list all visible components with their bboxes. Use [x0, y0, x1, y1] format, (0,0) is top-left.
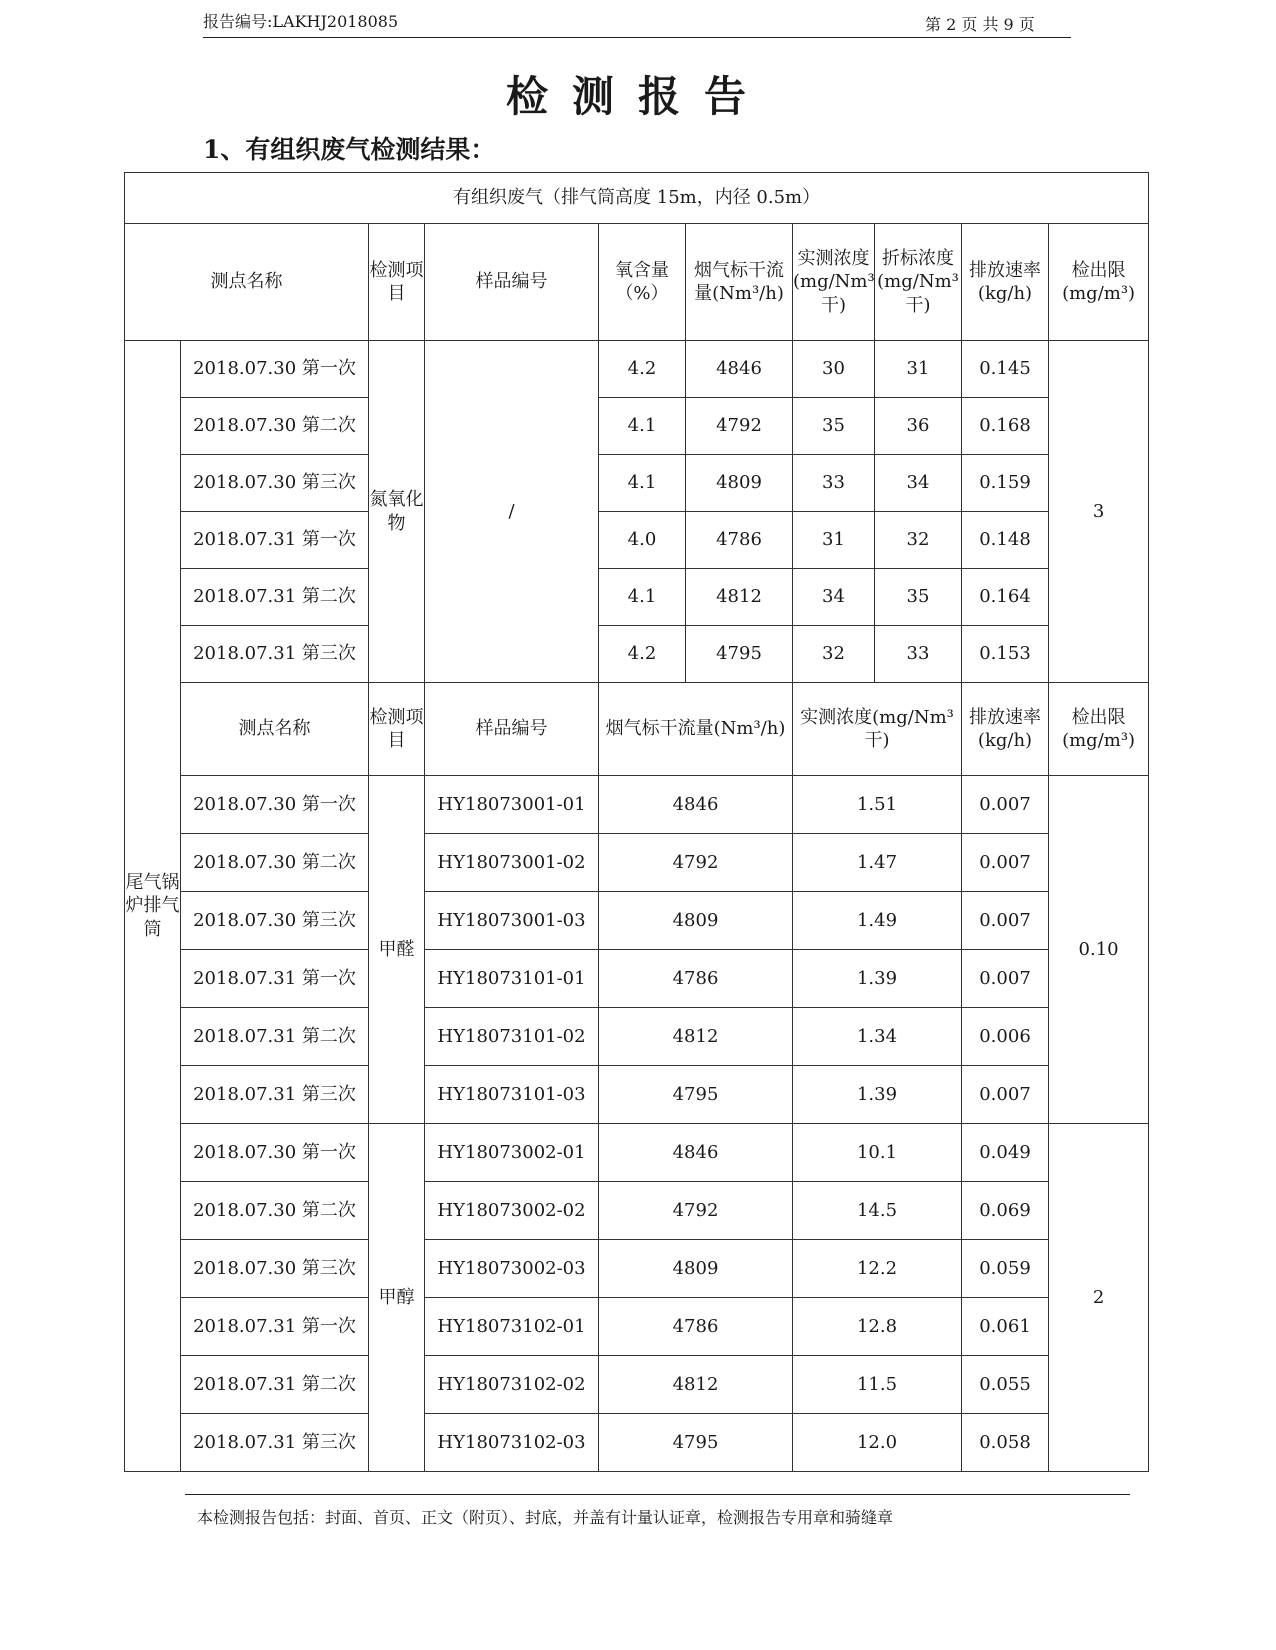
table-row	[125, 569, 1149, 626]
flow-cell: 4786	[599, 950, 793, 1008]
flow-cell: 4795	[599, 1414, 793, 1472]
table-row	[125, 834, 1149, 892]
header-rule	[203, 37, 1071, 38]
rate-cell: 0.007	[962, 950, 1049, 1008]
header-limit: 检出限(mg/m³)	[1049, 224, 1149, 341]
measured-cell: 33	[793, 455, 875, 512]
limit-nox: 3	[1049, 341, 1149, 683]
measured-cell: 1.47	[793, 834, 962, 892]
sample-nox: /	[425, 341, 599, 683]
measured-cell: 1.49	[793, 892, 962, 950]
flow-cell: 4846	[599, 1124, 793, 1182]
sample-cell: HY18073001-03	[425, 892, 599, 950]
converted-cell: 36	[875, 398, 962, 455]
oxygen-cell: 4.1	[599, 398, 686, 455]
rate-cell: 0.061	[962, 1298, 1049, 1356]
sample-cell: HY18073101-01	[425, 950, 599, 1008]
section-title: 1、有组织废气检测结果：	[203, 135, 496, 164]
rate-cell: 0.168	[962, 398, 1049, 455]
measured-cell: 12.2	[793, 1240, 962, 1298]
table-row	[125, 1414, 1149, 1472]
rate-cell: 0.006	[962, 1008, 1049, 1066]
table-row	[125, 1240, 1149, 1298]
sub-header-limit: 检出限(mg/m³)	[1049, 683, 1149, 776]
limit-formaldehyde: 0.10	[1049, 776, 1149, 1124]
rate-cell: 0.007	[962, 834, 1049, 892]
flow-cell: 4786	[686, 512, 793, 569]
table-row	[125, 512, 1149, 569]
sub-header-row	[125, 683, 1149, 776]
sample-cell: HY18073002-02	[425, 1182, 599, 1240]
flow-cell: 4812	[599, 1356, 793, 1414]
table-row	[125, 1298, 1149, 1356]
flow-cell: 4809	[599, 1240, 793, 1298]
footer-note: 本检测报告包括：封面、首页、正文（附页）、封底，并盖有计量认证章，检测报告专用章和骑缝章	[197, 1508, 894, 1527]
point-cell: 2018.07.30 第三次	[181, 892, 369, 950]
sub-header-rate: 排放速率(kg/h)	[962, 683, 1049, 776]
report-title: 检测报告	[505, 72, 770, 121]
measured-cell: 34	[793, 569, 875, 626]
item-nox: 氮氧化物	[369, 341, 425, 683]
emission-results-table	[124, 172, 1149, 1472]
measured-cell: 32	[793, 626, 875, 683]
table-row	[125, 1124, 1149, 1182]
converted-cell: 33	[875, 626, 962, 683]
table-row	[125, 1356, 1149, 1414]
measured-cell: 10.1	[793, 1124, 962, 1182]
sub-header-item: 检测项目	[369, 683, 425, 776]
flow-cell: 4812	[599, 1008, 793, 1066]
sample-cell: HY18073101-02	[425, 1008, 599, 1066]
header-item: 检测项目	[369, 224, 425, 341]
measured-cell: 14.5	[793, 1182, 962, 1240]
flow-cell: 4792	[599, 834, 793, 892]
point-cell: 2018.07.31 第三次	[181, 1414, 369, 1472]
rate-cell: 0.145	[962, 341, 1049, 398]
nox-header-row	[125, 224, 1149, 341]
sample-cell: HY18073102-02	[425, 1356, 599, 1414]
oxygen-cell: 4.1	[599, 455, 686, 512]
measured-cell: 1.34	[793, 1008, 962, 1066]
point-cell: 2018.07.30 第三次	[181, 1240, 369, 1298]
header-measured: 实测浓度(mg/Nm³干)	[793, 224, 875, 341]
item-formaldehyde: 甲醛	[369, 776, 425, 1124]
point-cell: 2018.07.30 第二次	[181, 834, 369, 892]
flow-cell: 4786	[599, 1298, 793, 1356]
measured-cell: 1.39	[793, 950, 962, 1008]
sample-cell: HY18073002-03	[425, 1240, 599, 1298]
rate-cell: 0.058	[962, 1414, 1049, 1472]
point-cell: 2018.07.31 第二次	[181, 1356, 369, 1414]
oxygen-cell: 4.0	[599, 512, 686, 569]
header-point: 测点名称	[125, 224, 369, 341]
converted-cell: 35	[875, 569, 962, 626]
location-cell: 尾气锅炉排气筒	[125, 341, 181, 1472]
point-cell: 2018.07.31 第二次	[181, 569, 369, 626]
measured-cell: 12.8	[793, 1298, 962, 1356]
rate-cell: 0.055	[962, 1356, 1049, 1414]
measured-cell: 1.39	[793, 1066, 962, 1124]
header-sample: 样品编号	[425, 224, 599, 341]
item-methanol: 甲醇	[369, 1124, 425, 1472]
header-oxygen: 氧含量（%）	[599, 224, 686, 341]
rate-cell: 0.148	[962, 512, 1049, 569]
converted-cell: 34	[875, 455, 962, 512]
sample-cell: HY18073001-02	[425, 834, 599, 892]
rate-cell: 0.153	[962, 626, 1049, 683]
rate-cell: 0.007	[962, 1066, 1049, 1124]
table-row	[125, 950, 1149, 1008]
point-cell: 2018.07.30 第一次	[181, 776, 369, 834]
measured-cell: 11.5	[793, 1356, 962, 1414]
table-row	[125, 1008, 1149, 1066]
table-row	[125, 455, 1149, 512]
footer-rule	[185, 1494, 1130, 1495]
table-row	[125, 892, 1149, 950]
point-cell: 2018.07.31 第三次	[181, 1066, 369, 1124]
sub-header-flow: 烟气标干流量(Nm³/h)	[599, 683, 793, 776]
measured-cell: 31	[793, 512, 875, 569]
measured-cell: 35	[793, 398, 875, 455]
sample-cell: HY18073001-01	[425, 776, 599, 834]
table-row	[125, 398, 1149, 455]
table-row	[125, 626, 1149, 683]
table-row	[125, 776, 1149, 834]
sub-header-measured: 实测浓度(mg/Nm³ 干)	[793, 683, 962, 776]
page-indicator: 第 2 页 共 9 页	[925, 15, 1035, 34]
table-row	[125, 1066, 1149, 1124]
sub-header-sample: 样品编号	[425, 683, 599, 776]
rate-cell: 0.059	[962, 1240, 1049, 1298]
point-cell: 2018.07.31 第一次	[181, 512, 369, 569]
header-rate: 排放速率(kg/h)	[962, 224, 1049, 341]
flow-cell: 4809	[599, 892, 793, 950]
table-caption: 有组织废气（排气筒高度 15m，内径 0.5m）	[125, 173, 1149, 224]
sample-cell: HY18073102-01	[425, 1298, 599, 1356]
flow-cell: 4846	[686, 341, 793, 398]
converted-cell: 31	[875, 341, 962, 398]
point-cell: 2018.07.30 第三次	[181, 455, 369, 512]
sample-cell: HY18073002-01	[425, 1124, 599, 1182]
sub-header-point: 测点名称	[181, 683, 369, 776]
oxygen-cell: 4.2	[599, 341, 686, 398]
oxygen-cell: 4.2	[599, 626, 686, 683]
table-row	[125, 341, 1149, 398]
point-cell: 2018.07.30 第二次	[181, 1182, 369, 1240]
flow-cell: 4812	[686, 569, 793, 626]
flow-cell: 4795	[599, 1066, 793, 1124]
header-flow: 烟气标干流量(Nm³/h)	[686, 224, 793, 341]
measured-cell: 30	[793, 341, 875, 398]
measured-cell: 12.0	[793, 1414, 962, 1472]
point-cell: 2018.07.31 第一次	[181, 1298, 369, 1356]
point-cell: 2018.07.31 第三次	[181, 626, 369, 683]
limit-methanol: 2	[1049, 1124, 1149, 1472]
flow-cell: 4792	[686, 398, 793, 455]
point-cell: 2018.07.30 第二次	[181, 398, 369, 455]
converted-cell: 32	[875, 512, 962, 569]
rate-cell: 0.164	[962, 569, 1049, 626]
header-converted: 折标浓度(mg/Nm³干)	[875, 224, 962, 341]
table-row	[125, 1182, 1149, 1240]
point-cell: 2018.07.31 第二次	[181, 1008, 369, 1066]
flow-cell: 4795	[686, 626, 793, 683]
sample-cell: HY18073101-03	[425, 1066, 599, 1124]
flow-cell: 4846	[599, 776, 793, 834]
point-cell: 2018.07.30 第一次	[181, 341, 369, 398]
point-cell: 2018.07.30 第一次	[181, 1124, 369, 1182]
rate-cell: 0.049	[962, 1124, 1049, 1182]
report-number: 报告编号:LAKHJ2018085	[203, 12, 399, 31]
rate-cell: 0.007	[962, 776, 1049, 834]
point-cell: 2018.07.31 第一次	[181, 950, 369, 1008]
rate-cell: 0.007	[962, 892, 1049, 950]
oxygen-cell: 4.1	[599, 569, 686, 626]
rate-cell: 0.069	[962, 1182, 1049, 1240]
rate-cell: 0.159	[962, 455, 1049, 512]
measured-cell: 1.51	[793, 776, 962, 834]
flow-cell: 4792	[599, 1182, 793, 1240]
flow-cell: 4809	[686, 455, 793, 512]
sample-cell: HY18073102-03	[425, 1414, 599, 1472]
